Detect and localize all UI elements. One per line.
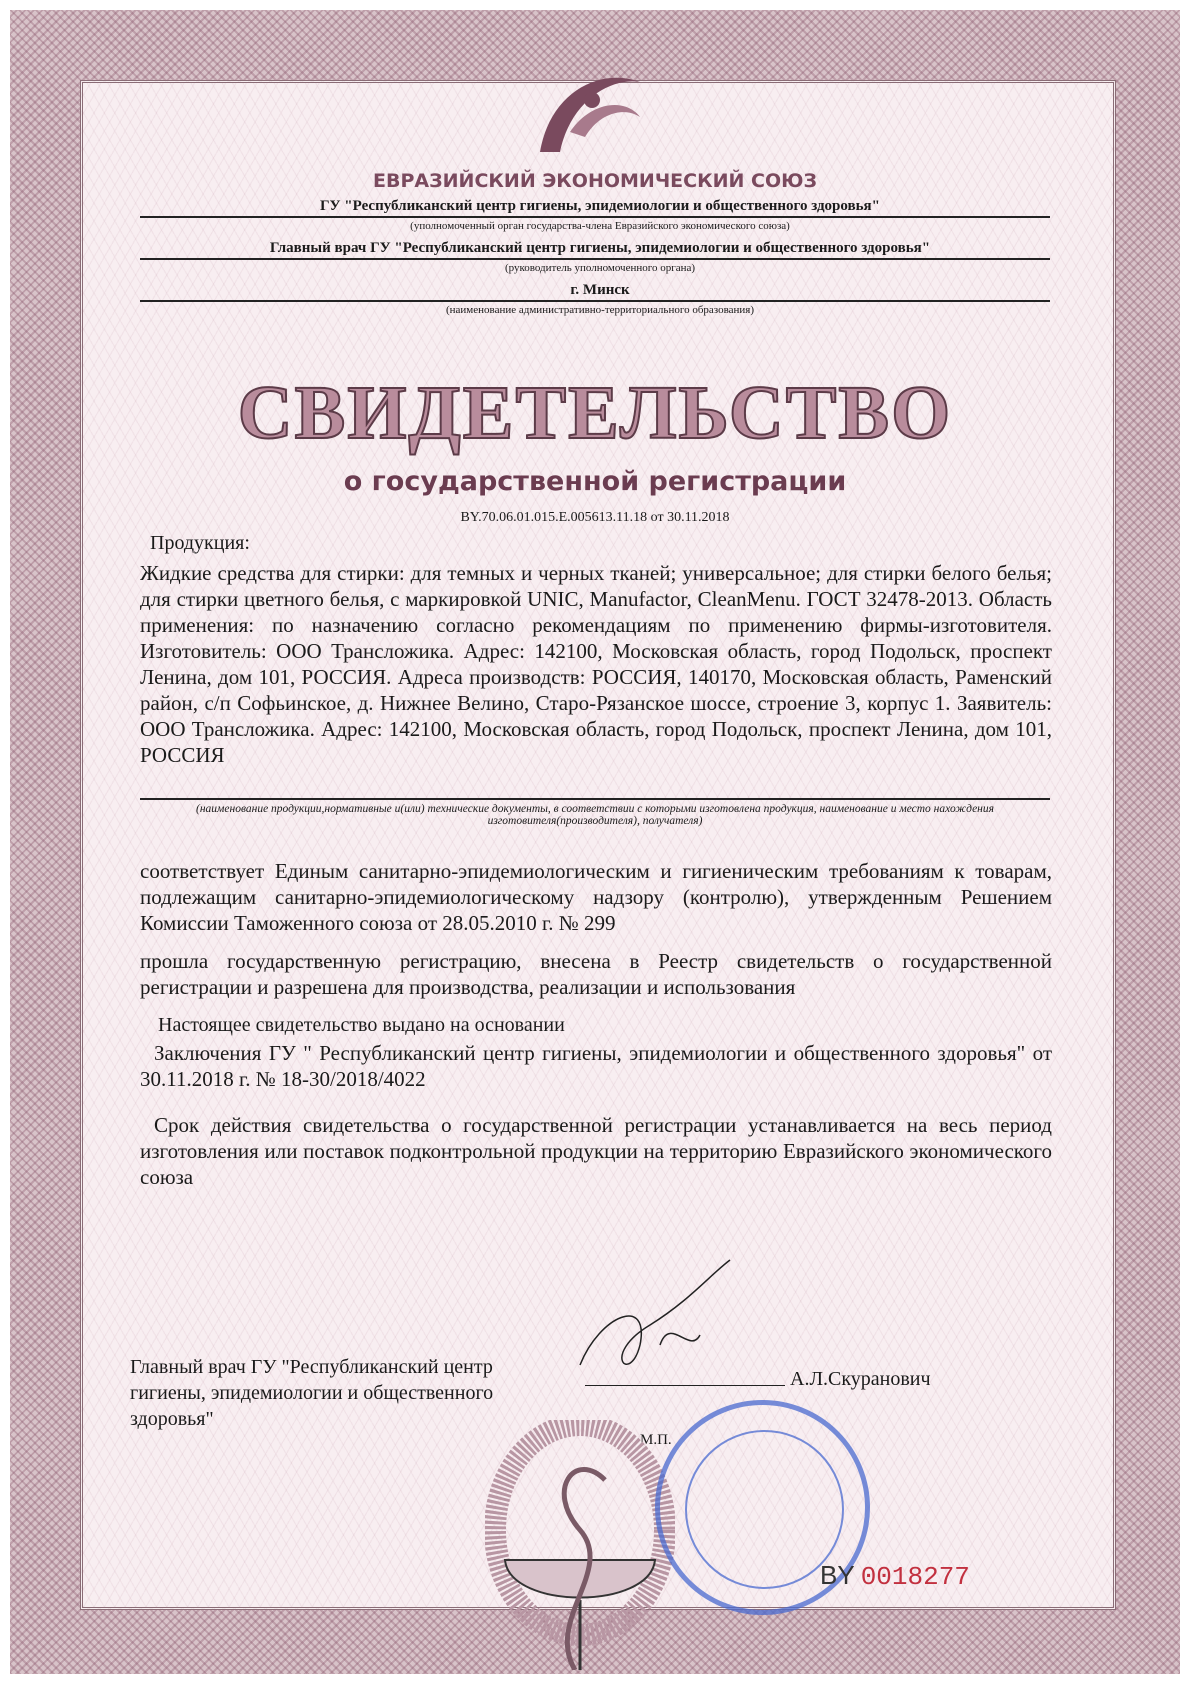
registration-text: прошла государственную регистрацию, внесена в Реестр свидетельств о государственной регистрации и разрешена для производства, реализации и использования bbox=[140, 949, 1052, 999]
basis-text: Заключения ГУ " Республиканский центр гигиены, эпидемиологии и общественного здоровья" от 30.11.2018 г. № 18-30/2018/4022 bbox=[140, 1041, 1052, 1091]
product-label: Продукция: bbox=[150, 532, 250, 554]
divider bbox=[140, 216, 1050, 218]
registration-number: BY.70.06.01.015.E.005613.11.18 от 30.11.2018 bbox=[460, 510, 730, 525]
signatory-name: А.Л.Скуранович bbox=[790, 1368, 931, 1390]
authority-name: ГУ "Республиканский центр гигиены, эпидемиологии и общественного здоровья" bbox=[319, 198, 880, 214]
head-name: Главный врач ГУ "Республиканский центр гигиены, эпидемиологии и общественного здоровья" bbox=[269, 240, 931, 256]
divider bbox=[140, 798, 1050, 800]
city-caption: (наименование административно-территориального образования) bbox=[445, 304, 755, 316]
validity-text: Срок действия свидетельства о государственной регистрации устанавливается на весь период изготовления или поставок подконтрольной продукции на территорию Евразийского экономического союза bbox=[140, 1113, 1052, 1189]
product-description: Жидкие средства для стирки: для темных и черных тканей; универсальное; для стирки белого белья; для стирки цветного белья, с маркировкой UNIC, Manufactor, CleanMenu. ГОСТ 32478-2013. Область применения: по назначению согласно рекомендациям по применению фирмы-изготовителя. Изготовитель: ООО Трансложика. Адрес: 142100, Московская область, город Подольск, проспект Ленина, дом 101, РОССИЯ. Адреса производств: РОССИЯ, 140170, Московская область, Раменский район, с/п Софьинское, д. Нижнее Велино, Старо-Рязанское шоссе, строение 3, корпус 1. Заявитель: ООО Трансложика. Адрес: 142100, Московская область, город Подольск, проспект Ленина, дом 101, РОССИЯ bbox=[140, 561, 1052, 767]
eaeu-logo-icon bbox=[530, 62, 650, 162]
bowl-of-hygieia-emblem-icon bbox=[485, 1420, 675, 1670]
serial-digits: 0018277 bbox=[860, 1562, 970, 1592]
basis-intro: Настоящее свидетельство выдано на основании bbox=[158, 1014, 565, 1036]
serial-prefix: BY bbox=[820, 1560, 855, 1590]
document-title: СВИДЕТЕЛЬСТВО bbox=[237, 371, 953, 455]
document-subtitle: о государственной регистрации bbox=[343, 466, 847, 497]
head-caption: (руководитель уполномоченного органа) bbox=[504, 262, 696, 274]
conformity-text: соответствует Единым санитарно-эпидемиологическим и гигиеническим требованиям к товарам, подлежащим санитарно-эпидемиологическому надзору (контролю), утвержденным Решением Комиссии Таможенного союза от 28.05.2010 г. № 299 bbox=[140, 859, 1052, 935]
serial-number bbox=[820, 1560, 970, 1592]
product-caption: (наименование продукции,нормативные и(или) технические документы, в соответствии с которыми изготовлена продукция, наименование и место нахождения изготовителя(производителя), получателя) bbox=[196, 803, 994, 827]
seal-label: М.П. bbox=[640, 1432, 672, 1448]
divider bbox=[140, 258, 1050, 260]
city-name: г. Минск bbox=[570, 282, 630, 298]
signatory-position: Главный врач ГУ "Республиканский центр гигиены, эпидемиологии и общественного здоровья" bbox=[130, 1356, 494, 1430]
signature-icon bbox=[560, 1255, 760, 1395]
union-name: ЕВРАЗИЙСКИЙ ЭКОНОМИЧЕСКИЙ СОЮЗ bbox=[373, 170, 817, 192]
signature-line bbox=[585, 1385, 785, 1386]
divider bbox=[140, 300, 1050, 302]
authority-caption: (уполномоченный орган государства-члена Евразийского экономического союза) bbox=[410, 220, 790, 232]
